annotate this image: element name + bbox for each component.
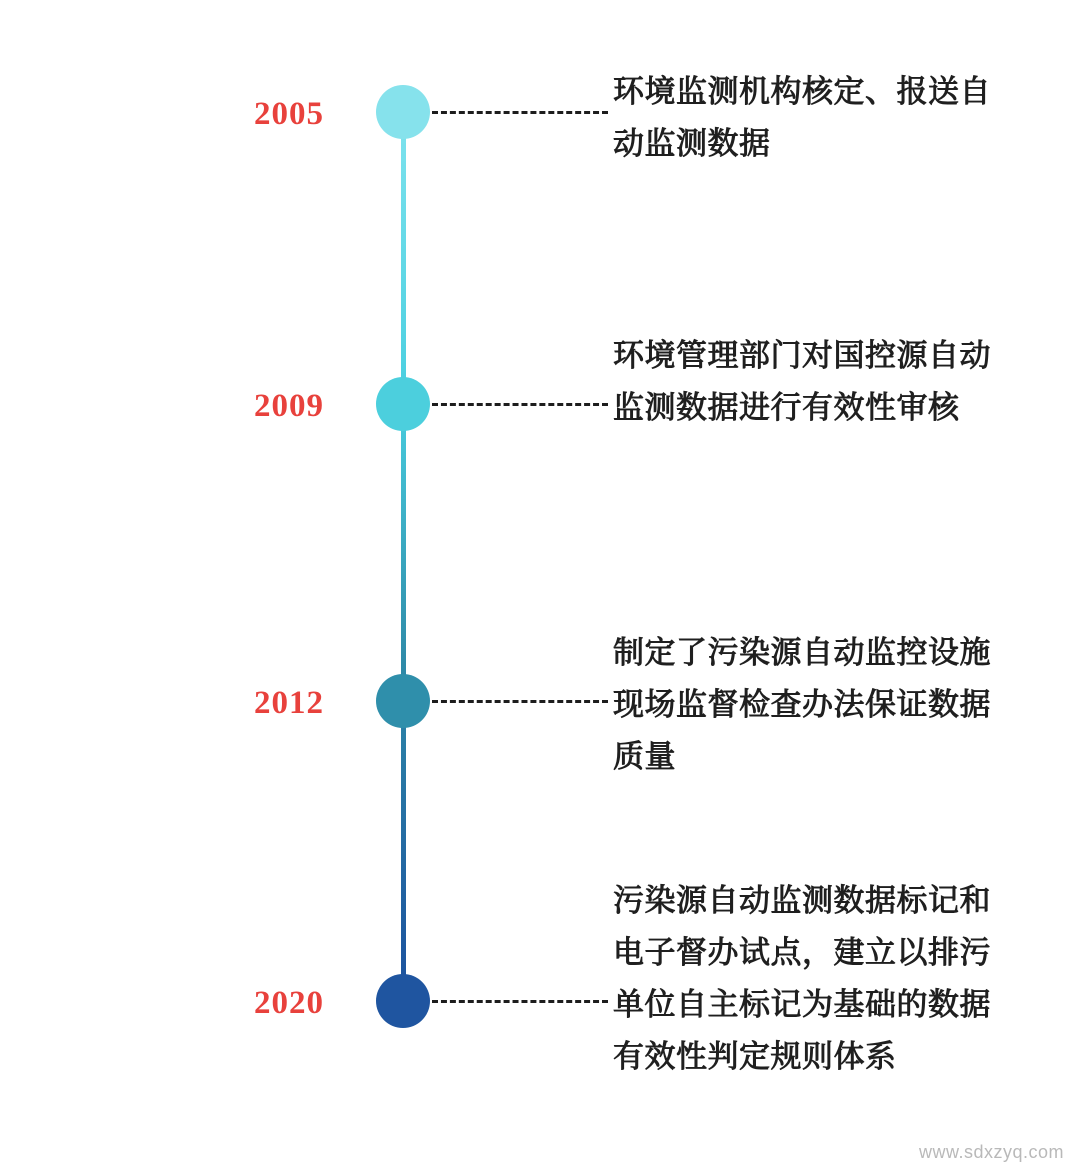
timeline-year-2020: 2020: [254, 985, 324, 1021]
timeline-connector-2012: [432, 700, 608, 703]
watermark: www.sdxzyq.com: [918, 1142, 1064, 1162]
timeline-connector-2020: [432, 1000, 608, 1003]
timeline-connector-2009: [432, 403, 608, 406]
timeline-year-2012: 2012: [254, 685, 324, 721]
timeline-node-2020[interactable]: [376, 974, 430, 1028]
timeline-axis: [401, 110, 406, 1005]
timeline-label-2009: 环境管理部门对国控源自动监测数据进行有效性审核: [613, 338, 991, 426]
timeline-node-2012[interactable]: [376, 674, 430, 728]
timeline-year-2009: 2009: [254, 388, 324, 424]
timeline-label-2020: 污染源自动监测数据标记和电子督办试点，建立以排污单位自主标记为基础的数据有效性判定规则体系: [613, 883, 991, 1075]
timeline-label-2005: 环境监测机构核定、报送自动监测数据: [613, 74, 991, 162]
timeline-label-2012: 制定了污染源自动监控设施现场监督检查办法保证数据质量: [613, 635, 991, 775]
timeline-year-2005: 2005: [254, 96, 324, 132]
timeline-connector-2005: [432, 111, 608, 114]
timeline-node-2005[interactable]: [376, 85, 430, 139]
timeline-node-2009[interactable]: [376, 377, 430, 431]
